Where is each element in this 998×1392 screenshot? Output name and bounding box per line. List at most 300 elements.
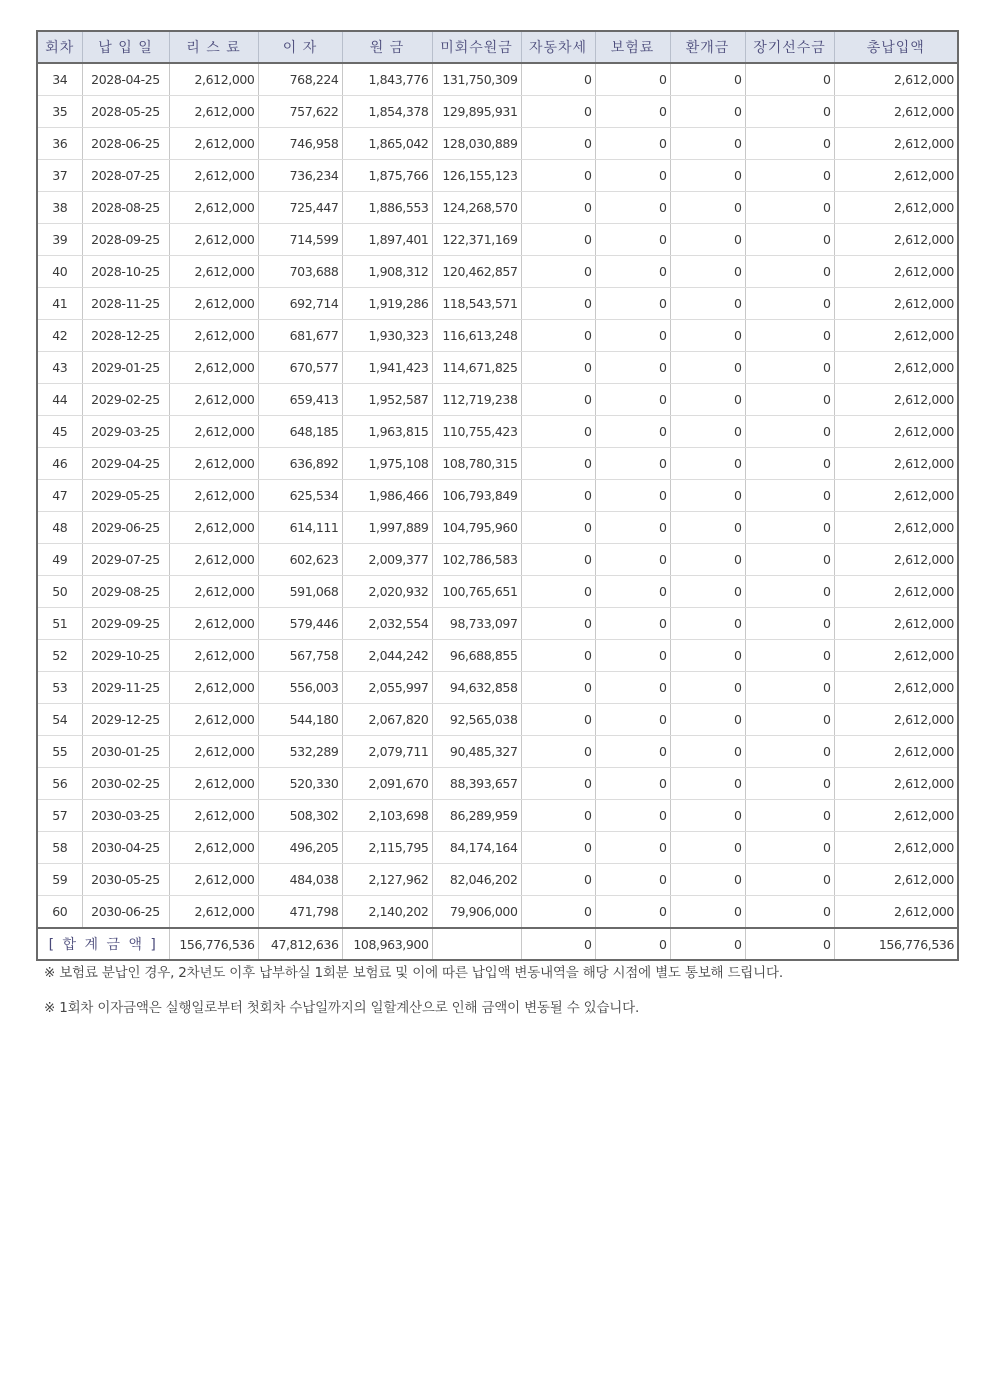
cell-outstanding-principal: 108,780,315: [432, 448, 521, 480]
cell-vehicle-tax: 0: [521, 576, 595, 608]
cell-long-term-advance: 0: [745, 320, 834, 352]
cell-insurance: 0: [595, 576, 670, 608]
table-row: [37, 832, 958, 864]
cell-principal: 2,044,242: [342, 640, 432, 672]
cell-outstanding-principal: 86,289,959: [432, 800, 521, 832]
cell-refund: 0: [670, 256, 745, 288]
cell-vehicle-tax: 0: [521, 256, 595, 288]
table-body: [37, 63, 958, 928]
cell-interest: 556,003: [258, 672, 342, 704]
cell-long-term-advance: 0: [745, 864, 834, 896]
cell-interest: 496,205: [258, 832, 342, 864]
cell-payment-date: 2028-07-25: [82, 160, 169, 192]
header-total-payment: 총납입액: [834, 31, 958, 63]
cell-lease-fee: 2,612,000: [169, 768, 258, 800]
cell-installment-no: 54: [37, 704, 82, 736]
cell-outstanding-principal: 92,565,038: [432, 704, 521, 736]
cell-payment-date: 2029-08-25: [82, 576, 169, 608]
cell-vehicle-tax: 0: [521, 672, 595, 704]
cell-insurance: 0: [595, 384, 670, 416]
cell-insurance: 0: [595, 640, 670, 672]
cell-total-payment: 2,612,000: [834, 224, 958, 256]
cell-insurance: 0: [595, 320, 670, 352]
cell-vehicle-tax: 0: [521, 896, 595, 929]
cell-refund: 0: [670, 704, 745, 736]
cell-insurance: 0: [595, 832, 670, 864]
header-principal: 원 금: [342, 31, 432, 63]
cell-principal: 1,930,323: [342, 320, 432, 352]
cell-outstanding-principal: 131,750,309: [432, 63, 521, 96]
header-outstanding-principal: 미회수원금: [432, 31, 521, 63]
cell-interest: 520,330: [258, 768, 342, 800]
cell-payment-date: 2028-05-25: [82, 96, 169, 128]
cell-total-payment: 2,612,000: [834, 416, 958, 448]
cell-interest: 471,798: [258, 896, 342, 929]
table-row: [37, 640, 958, 672]
table-row: [37, 224, 958, 256]
cell-payment-date: 2029-11-25: [82, 672, 169, 704]
cell-principal: 2,091,670: [342, 768, 432, 800]
cell-vehicle-tax: 0: [521, 416, 595, 448]
table-row: [37, 416, 958, 448]
cell-vehicle-tax: 0: [521, 96, 595, 128]
cell-principal: 1,908,312: [342, 256, 432, 288]
cell-payment-date: 2029-12-25: [82, 704, 169, 736]
header-long-term-advance: 장기선수금: [745, 31, 834, 63]
cell-long-term-advance: 0: [745, 288, 834, 320]
cell-long-term-advance: 0: [745, 768, 834, 800]
cell-total-payment: 2,612,000: [834, 640, 958, 672]
cell-total-payment: 2,612,000: [834, 800, 958, 832]
cell-principal: 1,854,378: [342, 96, 432, 128]
table-row: [37, 480, 958, 512]
cell-refund: 0: [670, 224, 745, 256]
cell-outstanding-principal: 128,030,889: [432, 128, 521, 160]
header-payment-date: 납 입 일: [82, 31, 169, 63]
cell-total-payment: 2,612,000: [834, 320, 958, 352]
cell-principal: 2,055,997: [342, 672, 432, 704]
cell-insurance: 0: [595, 896, 670, 929]
cell-principal: 1,886,553: [342, 192, 432, 224]
cell-lease-fee: 2,612,000: [169, 384, 258, 416]
cell-lease-fee: 2,612,000: [169, 224, 258, 256]
cell-vehicle-tax: 0: [521, 512, 595, 544]
cell-refund: 0: [670, 608, 745, 640]
total-payment-sum: 156,776,536: [834, 928, 958, 960]
table-row: [37, 672, 958, 704]
header-lease-fee: 리 스 료: [169, 31, 258, 63]
cell-installment-no: 55: [37, 736, 82, 768]
cell-principal: 1,843,776: [342, 63, 432, 96]
cell-interest: 591,068: [258, 576, 342, 608]
cell-total-payment: 2,612,000: [834, 864, 958, 896]
cell-vehicle-tax: 0: [521, 768, 595, 800]
cell-vehicle-tax: 0: [521, 384, 595, 416]
cell-total-payment: 2,612,000: [834, 480, 958, 512]
cell-total-payment: 2,612,000: [834, 672, 958, 704]
cell-total-payment: 2,612,000: [834, 384, 958, 416]
cell-interest: 703,688: [258, 256, 342, 288]
cell-total-payment: 2,612,000: [834, 352, 958, 384]
cell-insurance: 0: [595, 224, 670, 256]
cell-refund: 0: [670, 192, 745, 224]
cell-payment-date: 2030-05-25: [82, 864, 169, 896]
cell-long-term-advance: 0: [745, 384, 834, 416]
table-row: [37, 352, 958, 384]
cell-interest: 567,758: [258, 640, 342, 672]
cell-refund: 0: [670, 800, 745, 832]
cell-installment-no: 49: [37, 544, 82, 576]
cell-interest: 614,111: [258, 512, 342, 544]
cell-insurance: 0: [595, 96, 670, 128]
cell-principal: 2,127,962: [342, 864, 432, 896]
cell-total-payment: 2,612,000: [834, 576, 958, 608]
cell-long-term-advance: 0: [745, 480, 834, 512]
cell-lease-fee: 2,612,000: [169, 736, 258, 768]
cell-refund: 0: [670, 640, 745, 672]
cell-total-payment: 2,612,000: [834, 736, 958, 768]
cell-lease-fee: 2,612,000: [169, 160, 258, 192]
cell-outstanding-principal: 94,632,858: [432, 672, 521, 704]
interest-note: ※ 1회차 이자금액은 실행일로부터 첫회차 수납일까지의 일할계산으로 인해 금액이 변동될 수 있습니다.: [44, 1000, 640, 1016]
cell-total-payment: 2,612,000: [834, 96, 958, 128]
cell-long-term-advance: 0: [745, 96, 834, 128]
cell-payment-date: 2029-07-25: [82, 544, 169, 576]
header-interest: 이 자: [258, 31, 342, 63]
table-row: [37, 256, 958, 288]
cell-outstanding-principal: 110,755,423: [432, 416, 521, 448]
cell-long-term-advance: 0: [745, 608, 834, 640]
cell-insurance: 0: [595, 160, 670, 192]
cell-insurance: 0: [595, 800, 670, 832]
cell-payment-date: 2028-10-25: [82, 256, 169, 288]
cell-installment-no: 36: [37, 128, 82, 160]
table-header-row: [37, 31, 958, 63]
cell-interest: 648,185: [258, 416, 342, 448]
cell-outstanding-principal: 90,485,327: [432, 736, 521, 768]
cell-long-term-advance: 0: [745, 736, 834, 768]
cell-total-payment: 2,612,000: [834, 160, 958, 192]
cell-vehicle-tax: 0: [521, 640, 595, 672]
cell-refund: 0: [670, 128, 745, 160]
cell-refund: 0: [670, 864, 745, 896]
cell-lease-fee: 2,612,000: [169, 640, 258, 672]
cell-refund: 0: [670, 288, 745, 320]
cell-refund: 0: [670, 160, 745, 192]
cell-outstanding-principal: 96,688,855: [432, 640, 521, 672]
cell-lease-fee: 2,612,000: [169, 96, 258, 128]
cell-payment-date: 2029-10-25: [82, 640, 169, 672]
cell-outstanding-principal: 84,174,164: [432, 832, 521, 864]
cell-payment-date: 2029-06-25: [82, 512, 169, 544]
cell-payment-date: 2028-09-25: [82, 224, 169, 256]
cell-vehicle-tax: 0: [521, 544, 595, 576]
cell-interest: 670,577: [258, 352, 342, 384]
table-row: [37, 576, 958, 608]
cell-principal: 1,919,286: [342, 288, 432, 320]
cell-installment-no: 38: [37, 192, 82, 224]
cell-lease-fee: 2,612,000: [169, 416, 258, 448]
cell-lease-fee: 2,612,000: [169, 352, 258, 384]
header-vehicle-tax: 자동차세: [521, 31, 595, 63]
cell-installment-no: 42: [37, 320, 82, 352]
cell-long-term-advance: 0: [745, 224, 834, 256]
cell-interest: 681,677: [258, 320, 342, 352]
cell-installment-no: 48: [37, 512, 82, 544]
cell-interest: 636,892: [258, 448, 342, 480]
cell-insurance: 0: [595, 416, 670, 448]
cell-total-payment: 2,612,000: [834, 832, 958, 864]
table-row: [37, 608, 958, 640]
cell-payment-date: 2030-04-25: [82, 832, 169, 864]
cell-refund: 0: [670, 896, 745, 929]
cell-installment-no: 58: [37, 832, 82, 864]
cell-long-term-advance: 0: [745, 544, 834, 576]
cell-payment-date: 2029-05-25: [82, 480, 169, 512]
table-row: [37, 736, 958, 768]
cell-insurance: 0: [595, 256, 670, 288]
cell-insurance: 0: [595, 288, 670, 320]
payment-schedule-table: [36, 30, 959, 961]
cell-interest: 532,289: [258, 736, 342, 768]
cell-payment-date: 2030-06-25: [82, 896, 169, 929]
cell-insurance: 0: [595, 544, 670, 576]
cell-total-payment: 2,612,000: [834, 704, 958, 736]
table-row: [37, 768, 958, 800]
cell-principal: 1,975,108: [342, 448, 432, 480]
cell-total-payment: 2,612,000: [834, 608, 958, 640]
cell-refund: 0: [670, 672, 745, 704]
cell-principal: 1,897,401: [342, 224, 432, 256]
total-interest: 47,812,636: [258, 928, 342, 960]
cell-vehicle-tax: 0: [521, 160, 595, 192]
cell-installment-no: 59: [37, 864, 82, 896]
cell-interest: 692,714: [258, 288, 342, 320]
cell-interest: 736,234: [258, 160, 342, 192]
cell-principal: 1,963,815: [342, 416, 432, 448]
cell-total-payment: 2,612,000: [834, 768, 958, 800]
cell-vehicle-tax: 0: [521, 736, 595, 768]
cell-insurance: 0: [595, 608, 670, 640]
total-row: [37, 928, 958, 960]
cell-vehicle-tax: 0: [521, 63, 595, 96]
cell-lease-fee: 2,612,000: [169, 800, 258, 832]
cell-principal: 1,875,766: [342, 160, 432, 192]
cell-installment-no: 50: [37, 576, 82, 608]
cell-lease-fee: 2,612,000: [169, 320, 258, 352]
cell-insurance: 0: [595, 352, 670, 384]
cell-lease-fee: 2,612,000: [169, 63, 258, 96]
cell-refund: 0: [670, 512, 745, 544]
cell-principal: 2,032,554: [342, 608, 432, 640]
cell-long-term-advance: 0: [745, 512, 834, 544]
total-insurance: 0: [595, 928, 670, 960]
cell-refund: 0: [670, 768, 745, 800]
cell-insurance: 0: [595, 512, 670, 544]
cell-principal: 2,140,202: [342, 896, 432, 929]
cell-payment-date: 2029-03-25: [82, 416, 169, 448]
cell-total-payment: 2,612,000: [834, 192, 958, 224]
cell-installment-no: 46: [37, 448, 82, 480]
cell-principal: 1,941,423: [342, 352, 432, 384]
cell-installment-no: 35: [37, 96, 82, 128]
cell-long-term-advance: 0: [745, 63, 834, 96]
cell-installment-no: 43: [37, 352, 82, 384]
total-refund: 0: [670, 928, 745, 960]
cell-outstanding-principal: 106,793,849: [432, 480, 521, 512]
cell-interest: 579,446: [258, 608, 342, 640]
cell-total-payment: 2,612,000: [834, 448, 958, 480]
cell-outstanding-principal: 114,671,825: [432, 352, 521, 384]
cell-interest: 757,622: [258, 96, 342, 128]
cell-insurance: 0: [595, 704, 670, 736]
cell-principal: 2,079,711: [342, 736, 432, 768]
cell-principal: 2,009,377: [342, 544, 432, 576]
cell-long-term-advance: 0: [745, 352, 834, 384]
cell-vehicle-tax: 0: [521, 800, 595, 832]
cell-outstanding-principal: 124,268,570: [432, 192, 521, 224]
cell-payment-date: 2028-11-25: [82, 288, 169, 320]
cell-payment-date: 2028-06-25: [82, 128, 169, 160]
cell-lease-fee: 2,612,000: [169, 448, 258, 480]
table-row: [37, 96, 958, 128]
cell-lease-fee: 2,612,000: [169, 576, 258, 608]
table-row: [37, 128, 958, 160]
cell-lease-fee: 2,612,000: [169, 832, 258, 864]
cell-vehicle-tax: 0: [521, 128, 595, 160]
header-insurance: 보험료: [595, 31, 670, 63]
cell-refund: 0: [670, 480, 745, 512]
cell-insurance: 0: [595, 192, 670, 224]
cell-interest: 508,302: [258, 800, 342, 832]
table-row: [37, 896, 958, 929]
cell-principal: 2,020,932: [342, 576, 432, 608]
cell-long-term-advance: 0: [745, 192, 834, 224]
cell-outstanding-principal: 120,462,857: [432, 256, 521, 288]
cell-installment-no: 51: [37, 608, 82, 640]
cell-outstanding-principal: 116,613,248: [432, 320, 521, 352]
total-label: [ 합 계 금 액 ]: [37, 928, 169, 960]
cell-total-payment: 2,612,000: [834, 63, 958, 96]
cell-interest: 602,623: [258, 544, 342, 576]
cell-refund: 0: [670, 416, 745, 448]
cell-long-term-advance: 0: [745, 800, 834, 832]
cell-installment-no: 44: [37, 384, 82, 416]
cell-insurance: 0: [595, 128, 670, 160]
cell-total-payment: 2,612,000: [834, 256, 958, 288]
cell-installment-no: 45: [37, 416, 82, 448]
cell-vehicle-tax: 0: [521, 320, 595, 352]
cell-refund: 0: [670, 352, 745, 384]
cell-installment-no: 52: [37, 640, 82, 672]
cell-refund: 0: [670, 320, 745, 352]
cell-long-term-advance: 0: [745, 704, 834, 736]
cell-lease-fee: 2,612,000: [169, 608, 258, 640]
table-row: [37, 288, 958, 320]
cell-installment-no: 37: [37, 160, 82, 192]
cell-interest: 725,447: [258, 192, 342, 224]
cell-installment-no: 60: [37, 896, 82, 929]
cell-lease-fee: 2,612,000: [169, 128, 258, 160]
cell-principal: 1,952,587: [342, 384, 432, 416]
cell-lease-fee: 2,612,000: [169, 672, 258, 704]
cell-outstanding-principal: 79,906,000: [432, 896, 521, 929]
cell-total-payment: 2,612,000: [834, 128, 958, 160]
cell-interest: 484,038: [258, 864, 342, 896]
cell-installment-no: 40: [37, 256, 82, 288]
cell-outstanding-principal: 102,786,583: [432, 544, 521, 576]
cell-interest: 714,599: [258, 224, 342, 256]
cell-principal: 1,986,466: [342, 480, 432, 512]
cell-insurance: 0: [595, 864, 670, 896]
cell-vehicle-tax: 0: [521, 352, 595, 384]
cell-payment-date: 2029-01-25: [82, 352, 169, 384]
cell-total-payment: 2,612,000: [834, 288, 958, 320]
cell-vehicle-tax: 0: [521, 448, 595, 480]
cell-long-term-advance: 0: [745, 672, 834, 704]
cell-total-payment: 2,612,000: [834, 512, 958, 544]
cell-refund: 0: [670, 384, 745, 416]
cell-outstanding-principal: 100,765,651: [432, 576, 521, 608]
table-row: [37, 800, 958, 832]
cell-lease-fee: 2,612,000: [169, 896, 258, 929]
cell-vehicle-tax: 0: [521, 288, 595, 320]
cell-refund: 0: [670, 736, 745, 768]
cell-lease-fee: 2,612,000: [169, 480, 258, 512]
total-principal: 108,963,900: [342, 928, 432, 960]
cell-outstanding-principal: 82,046,202: [432, 864, 521, 896]
cell-vehicle-tax: 0: [521, 224, 595, 256]
cell-installment-no: 56: [37, 768, 82, 800]
cell-interest: 746,958: [258, 128, 342, 160]
cell-lease-fee: 2,612,000: [169, 192, 258, 224]
cell-payment-date: 2029-04-25: [82, 448, 169, 480]
cell-principal: 1,865,042: [342, 128, 432, 160]
cell-vehicle-tax: 0: [521, 480, 595, 512]
table-row: [37, 864, 958, 896]
total-outstanding: [432, 928, 521, 960]
cell-refund: 0: [670, 448, 745, 480]
cell-refund: 0: [670, 96, 745, 128]
cell-long-term-advance: 0: [745, 416, 834, 448]
table-row: [37, 63, 958, 96]
cell-payment-date: 2030-03-25: [82, 800, 169, 832]
cell-insurance: 0: [595, 480, 670, 512]
cell-lease-fee: 2,612,000: [169, 256, 258, 288]
cell-payment-date: 2028-08-25: [82, 192, 169, 224]
header-refund: 환개금: [670, 31, 745, 63]
table-row: [37, 544, 958, 576]
table-row: [37, 704, 958, 736]
table-row: [37, 320, 958, 352]
table-row: [37, 512, 958, 544]
cell-interest: 768,224: [258, 63, 342, 96]
cell-vehicle-tax: 0: [521, 608, 595, 640]
cell-payment-date: 2030-02-25: [82, 768, 169, 800]
cell-installment-no: 57: [37, 800, 82, 832]
header-installment-no: 회차: [37, 31, 82, 63]
cell-lease-fee: 2,612,000: [169, 864, 258, 896]
cell-long-term-advance: 0: [745, 128, 834, 160]
cell-insurance: 0: [595, 736, 670, 768]
cell-total-payment: 2,612,000: [834, 896, 958, 929]
total-long-term-advance: 0: [745, 928, 834, 960]
cell-interest: 625,534: [258, 480, 342, 512]
cell-interest: 544,180: [258, 704, 342, 736]
cell-long-term-advance: 0: [745, 160, 834, 192]
cell-long-term-advance: 0: [745, 640, 834, 672]
cell-payment-date: 2029-02-25: [82, 384, 169, 416]
